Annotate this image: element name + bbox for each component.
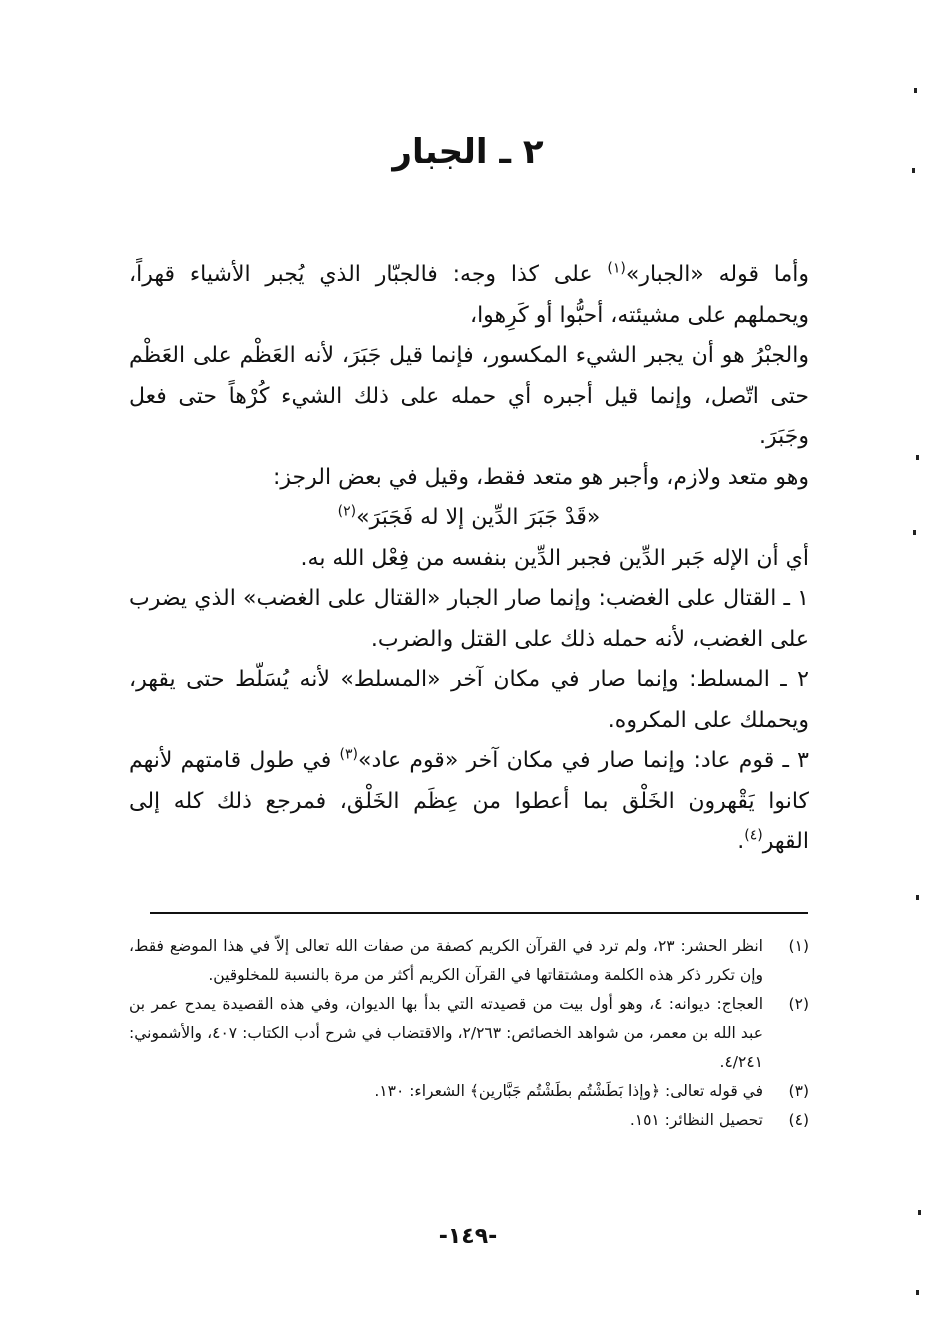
scan-speck: [916, 455, 919, 460]
footnote-ref-2[interactable]: (٢): [337, 503, 357, 520]
footnote-text: في قوله تعالى: ﴿وإذا بَطَشْتُم بطَشْتُم جَبَّارين﴾ الشعراء: ١٣٠.: [374, 1082, 763, 1100]
main-text: [129, 255, 809, 863]
scan-speck: [912, 168, 915, 173]
verse-text: «قَدْ جَبَرَ الدِّين إلا له فَجَبَرَ»: [356, 505, 601, 530]
scan-speck: [918, 1210, 921, 1215]
paragraph-1: [129, 255, 809, 336]
footnote-ref-4[interactable]: (٤): [744, 827, 763, 844]
scan-speck: [914, 88, 917, 93]
paragraph-2: والجبْرُ هو أن يجبر الشيء المكسور، فإنما قيل جَبَرَ، لأنه العَظْم على العَظْم حتى اتّصل، وإنما قيل أجبره أي حمله على ذلك الشيء كُرْهاً حتى فعل وجَبَرَ.: [129, 343, 809, 449]
footnote-item: [129, 1077, 809, 1106]
scan-speck: [913, 530, 916, 535]
footnote-divider: [150, 912, 808, 914]
footnotes: [129, 932, 809, 1135]
paragraph-7-start: ٣ ـ قوم عاد: وإنما صار في مكان آخر «قوم عاد»: [358, 748, 809, 773]
paragraph-1-start: وأما قوله «الجبار»: [625, 262, 809, 287]
scan-speck: [916, 895, 919, 900]
paragraph-7-end: .: [737, 829, 745, 854]
paragraph-4: أي أن الإله جَبر الدِّين فجبر الدِّين بنفسه من فِعْل الله به.: [300, 545, 809, 571]
paragraph-3: وهو متعد ولازم، وأجبر هو متعد فقط، وقيل في بعض الرجز:: [272, 464, 809, 490]
paragraph-5: ١ ـ القتال على الغضب: وإنما صار الجبار «القتال على الغضب» الذي يضرب على الغضب، لأنه حمله ذلك على القتل والضرب.: [129, 586, 809, 652]
paragraph-6: ٢ ـ المسلط: وإنما صار في مكان آخر «المسلط» لأنه يُسَلّط حتى يقهر، ويحملك على المكروه.: [129, 667, 809, 733]
footnote-number: (١): [788, 937, 809, 955]
footnote-text: العجاج: ديوانه: ٤، وهو أول بيت من قصيدته التي بدأ بها الديوان، وفي هذه القصيدة يمدح عمر بن عبد الله بن معمر، من شواهد الخصائص: ٢/٢٦٣، والاقتضاب في شرح أدب الكتاب: ٤٠٧، والأشموني: ٤/٢٤١.: [129, 995, 763, 1071]
section-title: ٢ ـ الجبار: [392, 132, 544, 172]
footnote-ref-3[interactable]: (٣): [339, 746, 358, 763]
footnote-ref-1[interactable]: (١): [607, 260, 626, 277]
paragraph-1-rest: على كذا وجه: فالجبّار الذي يُجبر الأشياء قهراً، ويحملهم على مشيئته، أحبُّوا أو كَرِهوا،: [129, 262, 809, 328]
footnote-text: انظر الحشر: ٢٣، ولم ترد في القرآن الكريم كصفة من صفات الله تعالى إلاّ في هذا الموضع فقط، وإن تكرر ذكر هذه الكلمة ومشتقاتها في القرآن الكريم أكثر من مرة بالنسبة للمخلوقين.: [129, 937, 763, 984]
paragraph-7-rest: في طول قامتهم لأنهم كانوا يَقْهرون الخَلْق بما أعطوا من عِظَم الخَلْق، فمرجع ذلك كله إلى القهر: [129, 748, 809, 854]
scan-speck: [916, 1290, 919, 1295]
footnote-item: [129, 1106, 809, 1135]
verse-line: [129, 498, 809, 539]
footnote-item: [129, 990, 809, 1077]
footnote-number: (٤): [788, 1111, 809, 1129]
footnote-item: [129, 932, 809, 990]
footnote-number: (٢): [788, 995, 809, 1013]
footnote-text: تحصيل النظائر: ١٥١.: [629, 1111, 763, 1129]
page-number: -١٤٩-: [438, 1224, 498, 1249]
paragraph-7: [129, 741, 809, 863]
footnote-number: (٣): [788, 1082, 809, 1100]
